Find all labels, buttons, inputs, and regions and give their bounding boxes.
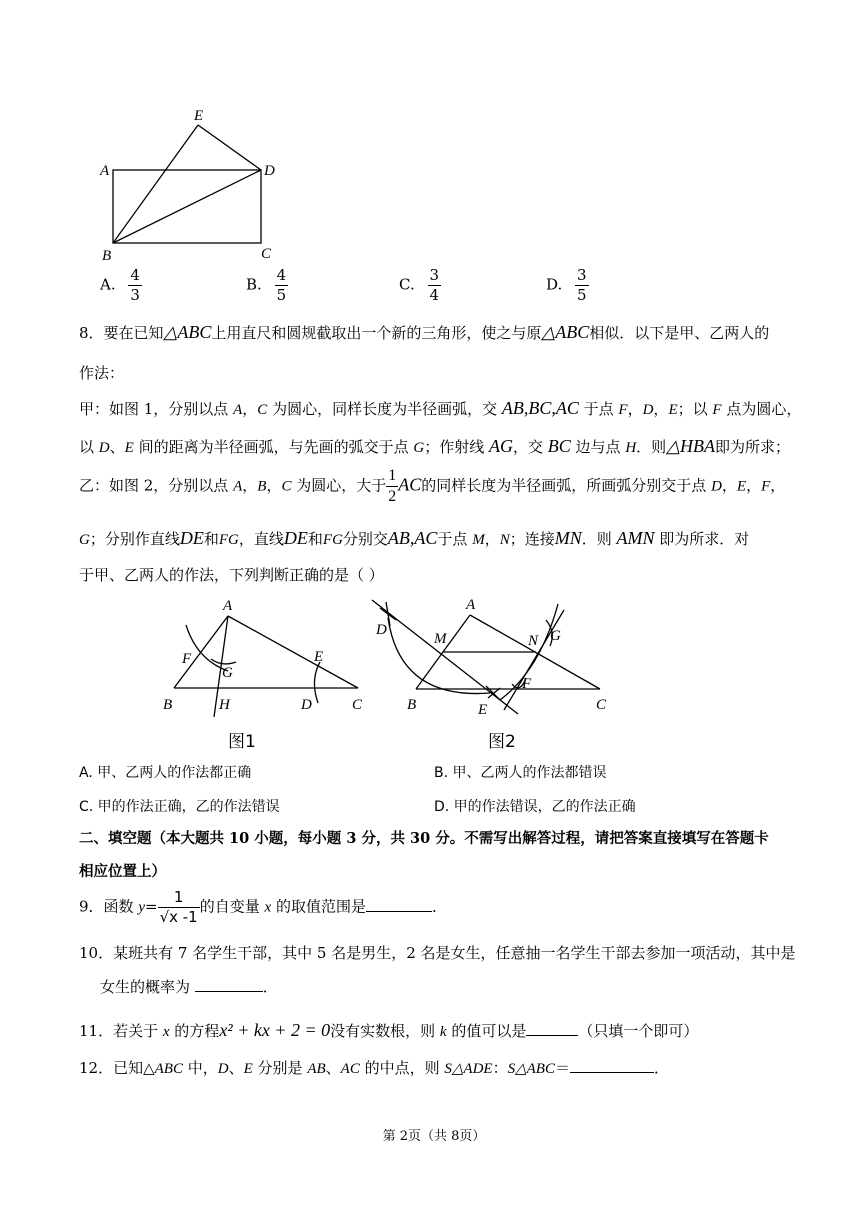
label-e: E <box>314 649 324 665</box>
label-e: E <box>478 702 488 718</box>
label-f: F <box>522 676 532 692</box>
option-fraction: $\frac{4}{3}$ <box>130 266 140 304</box>
page-footer: 第 2页（共 8页） <box>382 1129 486 1144</box>
q8-line-4: 以 D、E 间的距离为半径画弧，与先画的弧交于点 G；作射线 AG，交 BC 边与点 H．则△HBA即为所求； <box>79 436 791 456</box>
label-b: B <box>407 697 417 713</box>
q8-line-2: 作法： <box>79 364 125 382</box>
q7-option-b[interactable] <box>246 268 288 303</box>
q8-line-6: G；分别作直线DE和FG，直线DE和FG分别交AB,AC于点 M，N；连接MN．则 AMN 即为所求．对 <box>79 528 750 548</box>
q8-option-d[interactable]: D. 甲的作法错误，乙的作法正确 <box>434 799 636 815</box>
label-d: D <box>301 697 312 713</box>
label-m: M <box>434 631 447 647</box>
q12: 12．已知△ABC 中，D、E 分别是 AB、AC 的中点，则 S△ADE：S△ABC＝ ． <box>79 1059 670 1077</box>
arc-from-f <box>211 659 236 664</box>
figure-2-caption: 图2 <box>488 732 516 752</box>
figure-1-caption: 图1 <box>228 732 256 752</box>
q11-answer-blank[interactable] <box>526 1035 578 1036</box>
option-fraction: $\frac{3}{5}$ <box>577 266 587 304</box>
label-n: N <box>528 633 539 649</box>
label-a: A <box>466 597 476 613</box>
q7-figure <box>95 105 285 265</box>
q8-option-c[interactable]: C. 甲的作法正确，乙的作法错误 <box>79 799 280 815</box>
segment-be <box>113 125 198 243</box>
segment-ed <box>198 125 261 170</box>
q7-option-c[interactable] <box>399 268 441 303</box>
label-f: F <box>182 651 192 667</box>
q12-answer-blank[interactable] <box>570 1072 654 1073</box>
option-letter: B. <box>246 275 262 294</box>
q10-line-2: 女生的概率为 ． <box>100 978 278 996</box>
side-ac <box>228 616 358 688</box>
option-letter: A. <box>100 275 116 294</box>
line-fg <box>504 610 564 710</box>
q11: 11．若关于 x 的方程x² + kx + 2 = 0没有实数根，则 k 的值可以是 （只填一个即可） <box>79 1020 699 1040</box>
q8-line-1: 8．要在已知△ABC上用直尺和圆规截取出一个新的三角形，使之与原△ABC相似．以下是甲、乙两人的 <box>79 322 770 342</box>
arc-from-c <box>314 662 320 703</box>
q8-option-b[interactable]: B. 甲、乙两人的作法都错误 <box>434 765 607 781</box>
diagonal-bd <box>113 170 261 243</box>
label-c: C <box>596 697 607 713</box>
q10-line-1: 10．某班共有 7 名学生干部，其中 5 名是男生，2 名是女生，任意抽一名学生干部去参加一项活动，其中是 <box>79 944 796 962</box>
label-e: E <box>194 108 204 124</box>
q10-answer-blank[interactable] <box>195 991 263 992</box>
option-letter: D. <box>546 275 563 294</box>
label-h: H <box>219 697 230 713</box>
label-a: A <box>223 598 233 614</box>
q8-line-3: 甲：如图 1，分别以点 A，C 为圆心，同样长度为半径画弧，交 AB,BC,AC 于点 F，D，E；以 F 点为圆心， <box>79 398 802 418</box>
q8-option-a[interactable]: A. 甲、乙两人的作法都正确 <box>79 765 252 781</box>
label-d: D <box>264 163 275 179</box>
q9-answer-blank[interactable] <box>366 911 432 912</box>
q8-line-5: 乙：如图 2，分别以点 A，B，C 为圆心，大于 $\frac{1}{2}$ AC的同样长度为半径画弧，所画弧分别交于点 D，E，F， <box>79 467 786 505</box>
section-2-heading: 二、填空题（本大题共 10 小题，每小题 3 分，共 30 分。不需写出解答过程，请把答案直接填写在答题卡 <box>79 830 769 847</box>
option-fraction: $\frac{3}{4}$ <box>429 266 440 304</box>
label-a: A <box>100 163 110 179</box>
option-fraction: $\frac{4}{5}$ <box>276 266 287 304</box>
label-b: B <box>102 248 112 264</box>
label-d: D <box>376 622 387 638</box>
q8-figure-1 <box>150 595 380 755</box>
q8-figure-2 <box>360 590 620 755</box>
arc-from-c <box>388 618 490 694</box>
label-g: G <box>222 665 233 681</box>
section-2-heading-cont: 相应位置上） <box>79 863 166 880</box>
q9: 9．函数 y= $\frac{1}{√x -1}$ 的自变量 x 的取值范围是 ． <box>79 888 447 926</box>
option-letter: C. <box>399 275 415 294</box>
label-g: G <box>550 628 561 644</box>
q7-option-d[interactable] <box>546 268 589 303</box>
q7-option-a[interactable] <box>100 268 142 303</box>
label-b: B <box>163 697 173 713</box>
label-c: C <box>352 697 363 713</box>
label-c: C <box>261 246 272 262</box>
q8-line-7: 于甲、乙两人的作法，下列判断正确的是（ ） <box>79 566 384 584</box>
